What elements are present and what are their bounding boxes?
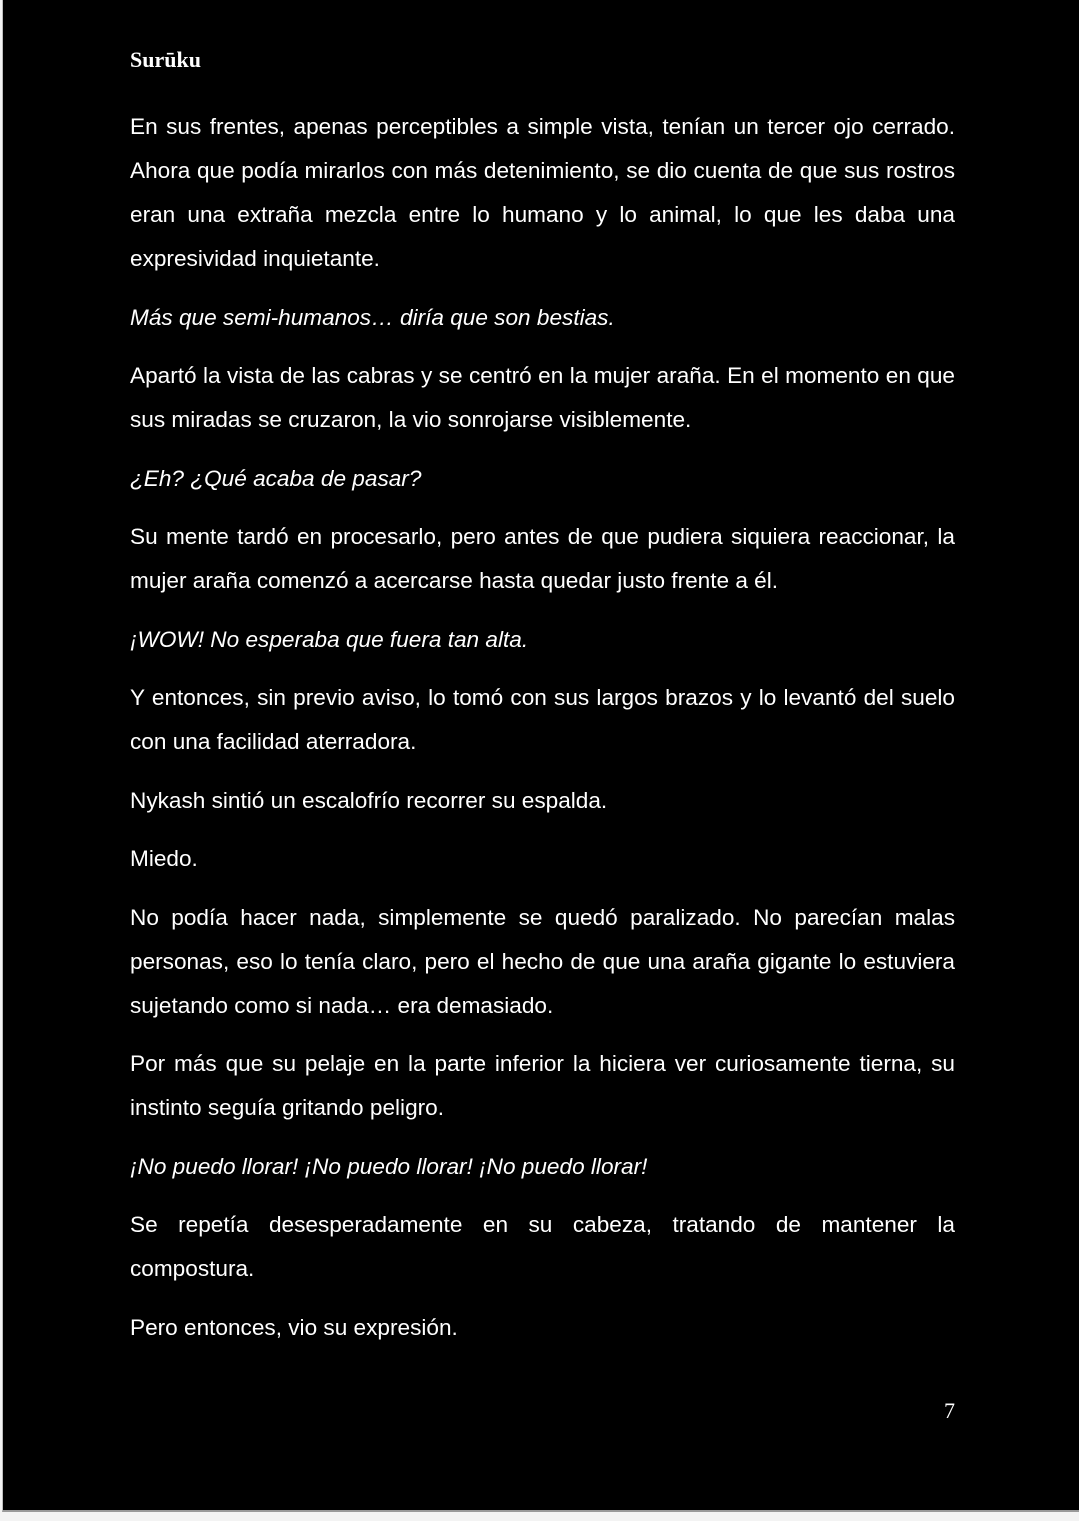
page-body bbox=[130, 105, 955, 1364]
paragraph: Apartó la vista de las cabras y se centró en la mujer araña. En el momento en que sus miradas se cruzaron, la vio sonrojarse visiblemente. bbox=[130, 363, 955, 432]
paragraph: Y entonces, sin previo aviso, lo tomó con sus largos brazos y lo levantó del suelo con una facilidad aterradora. bbox=[130, 685, 955, 754]
paragraph-thought: ¿Eh? ¿Qué acaba de pasar? bbox=[130, 465, 422, 491]
running-header: Surūku bbox=[130, 47, 201, 72]
paragraph-thought: Más que semi-humanos… diría que son bestias. bbox=[130, 304, 615, 330]
paragraph: Miedo. bbox=[130, 846, 198, 871]
paragraph: No podía hacer nada, simplemente se quedó paralizado. No parecían malas personas, eso lo tenía claro, pero el hecho de que una araña gigante lo estuviera sujetando como si nada… era demasiado. bbox=[130, 904, 955, 1018]
paragraph: Por más que su pelaje en la parte inferior la hiciera ver curiosamente tierna, su instinto seguía gritando peligro. bbox=[130, 1051, 955, 1120]
paragraph: Nykash sintió un escalofrío recorrer su espalda. bbox=[130, 787, 608, 813]
paragraph: Se repetía desesperadamente en su cabeza, tratando de mantener la compostura. bbox=[130, 1212, 955, 1281]
paragraph: En sus frentes, apenas perceptibles a simple vista, tenían un tercer ojo cerrado. Ahora que podía mirarlos con más detenimiento, se dio cuenta de que sus rostros eran una extraña mezcla entre lo humano y lo animal, lo que les daba una expresividad inquietante. bbox=[130, 114, 955, 271]
paragraph: Pero entonces, vio su expresión. bbox=[130, 1314, 458, 1340]
paragraph-thought: ¡WOW! No esperaba que fuera tan alta. bbox=[130, 626, 529, 652]
paragraph: Su mente tardó en procesarlo, pero antes de que pudiera siquiera reaccionar, la mujer araña comenzó a acercarse hasta quedar justo frente a él. bbox=[130, 524, 955, 593]
page-number: 7 bbox=[944, 1398, 955, 1423]
paragraph-thought: ¡No puedo llorar! ¡No puedo llorar! ¡No puedo llorar! bbox=[130, 1153, 648, 1179]
document-page bbox=[2, 0, 1079, 1512]
